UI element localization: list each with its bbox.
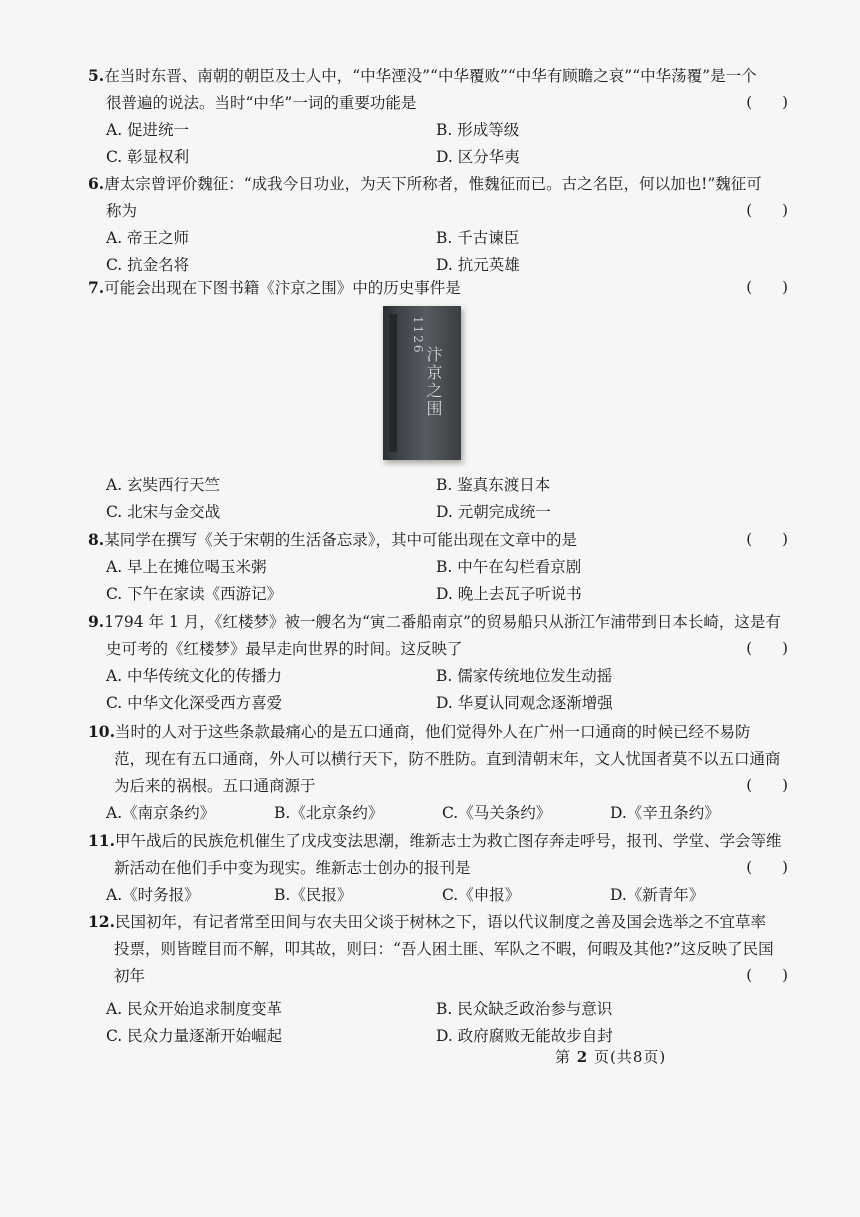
option-d: D. 元朝完成统一 [436,503,551,521]
question-stem [88,170,788,198]
stem-line [88,936,788,963]
option-b: B. 鉴真东渡日本 [436,476,551,494]
option-b: B. 形成等级 [436,121,520,139]
question-12 [88,908,788,1050]
question-7 [88,274,788,302]
footer-prefix: 第 [555,1048,572,1066]
book-spine [389,314,397,452]
option-b: B. 民众缺乏政治参与意识 [436,1000,613,1018]
stem-line: 唐太宗曾评价魏征：“成我今日功业，为天下所称者，惟魏征而已。古之名臣，何以加也!”魏征可 [104,175,762,193]
stem-text: 范，现在有五口通商，外人可以横行天下，防不胜防。直到清朝末年，文人忧国者莫不以五口通商 [114,750,781,768]
question-9 [88,608,788,717]
answer-bracket: ( ) [746,93,788,111]
question-number: 12. [88,912,115,931]
option-a: A.《南京条约》 [106,804,216,822]
stem-text: 史可考的《红楼梦》最早走向世界的时间。这反映了 [106,640,463,658]
stem-line [88,198,788,225]
option-c: C. 彰显权利 [106,148,190,166]
answer-bracket: ( ) [746,966,788,984]
question-stem [88,827,788,855]
stem-text: 为后来的祸根。五口通商源于 [114,777,316,795]
stem-line: 1794 年 1 月，《红楼梦》被一艘名为“寅二番船南京”的贸易船只从浙江乍浦带到日本长崎，这是有 [104,613,781,631]
question-stem [88,908,788,936]
book-title: 汴京之围 [424,346,443,418]
option-c: C. 北宋与金交战 [106,503,221,521]
page-number: 2 [576,1048,589,1066]
stem-text: 投票，则皆瞠目而不解，叩其故，则曰：“吾人困土匪、军队之不暇，何暇及其他?”这反映了民国 [114,940,774,958]
question-number: 10. [88,722,115,741]
stem-line [88,90,788,117]
option-c: C. 中华文化深受西方喜爱 [106,694,283,712]
question-number: 7. [88,278,105,297]
option-a: A. 早上在摊位喝玉米粥 [106,558,267,576]
footer-middle: 页(共 [594,1048,633,1066]
stem-line: 当时的人对于这些条款最痛心的是五口通商，他们觉得外人在广州一口通商的时候已经不易防 [114,723,751,741]
option-b: B.《北京条约》 [274,804,384,822]
option-b: B. 千古谏臣 [436,229,520,247]
option-a: A. 促进统一 [106,121,190,139]
options [88,554,788,608]
option-c: C. 民众力量逐渐开始崛起 [106,1027,283,1045]
options [88,472,788,526]
stem-line: 可能会出现在下图书籍《汴京之围》中的历史事件是 [104,279,461,297]
stem-line [88,773,788,800]
option-d: D. 区分华夷 [436,148,520,166]
book-year: 1126 [411,316,425,355]
option-d: D. 政府腐败无能故步自封 [436,1027,613,1045]
stem-text: 新活动在他们手中变为现实。维新志士创办的报刊是 [114,859,471,877]
question-7-options [88,472,788,526]
stem-text: 很普遍的说法。当时“中华”一词的重要功能是 [106,94,417,112]
options [88,882,788,909]
options [88,996,788,1050]
option-a: A. 中华传统文化的传播力 [106,667,283,685]
total-pages: 8 [632,1048,644,1066]
stem-line [88,746,788,773]
option-d: D. 抗元英雄 [436,256,520,274]
stem-line: 甲午战后的民族危机催生了戊戌变法思潮，维新志士为救亡图存奔走呼号，报刊、学堂、学会等维 [114,832,782,850]
options [88,663,788,717]
stem-line [88,636,788,663]
option-a: A.《时务报》 [106,886,200,904]
page-footer [555,1046,666,1067]
question-10 [88,718,788,827]
question-5 [88,62,788,171]
question-number: 8. [88,530,105,549]
answer-bracket: ( ) [746,530,788,548]
question-stem [88,526,788,554]
question-number: 6. [88,174,105,193]
answer-bracket: ( ) [746,776,788,794]
stem-text: 初年 [114,967,146,985]
option-d: D.《辛丑条约》 [610,804,720,822]
option-c: C. 下午在家读《西游记》 [106,585,283,603]
stem-line: 某同学在撰写《关于宋朝的生活备忘录》，其中可能出现在文章中的是 [104,531,577,549]
option-a: A. 帝王之师 [106,229,190,247]
option-b: B. 中午在勾栏看京剧 [436,558,582,576]
options [88,800,788,827]
stem-line: 民国初年，有记者常至田间与农夫田父谈于树林之下，语以代议制度之善及国会选举之不宜草率 [114,913,766,931]
stem-line [88,855,788,882]
question-number: 11. [88,831,115,850]
answer-bracket: ( ) [746,201,788,219]
question-11 [88,827,788,909]
option-d: D. 晚上去瓦子听说书 [436,585,582,603]
option-b: B. 儒家传统地位发生动摇 [436,667,613,685]
answer-bracket: ( ) [746,858,788,876]
options [88,117,788,171]
question-number: 5. [88,66,105,85]
footer-suffix: 页) [643,1048,667,1066]
options [88,225,788,279]
book-cover-image [383,306,461,460]
answer-bracket: ( ) [746,278,788,296]
question-stem [88,718,788,746]
option-c: C. 抗金名将 [106,256,190,274]
stem-text: 称为 [106,202,138,220]
option-c: C.《马关条约》 [442,804,552,822]
question-stem [88,608,788,636]
option-c: C.《申报》 [442,886,521,904]
question-6 [88,170,788,279]
question-stem [88,274,788,302]
option-d: D.《新青年》 [610,886,705,904]
question-8 [88,526,788,608]
option-a: A. 民众开始追求制度变革 [106,1000,283,1018]
question-number: 9. [88,612,105,631]
answer-bracket: ( ) [746,639,788,657]
stem-line: 在当时东晋、南朝的朝臣及士人中，“中华湮没”“中华覆败”“中华有顾瞻之哀”“中华荡覆”是一个 [104,67,757,85]
option-b: B.《民报》 [274,886,353,904]
option-d: D. 华夏认同观念逐渐增强 [436,694,613,712]
question-stem [88,62,788,90]
stem-line [88,963,788,990]
option-a: A. 玄奘西行天竺 [106,476,221,494]
